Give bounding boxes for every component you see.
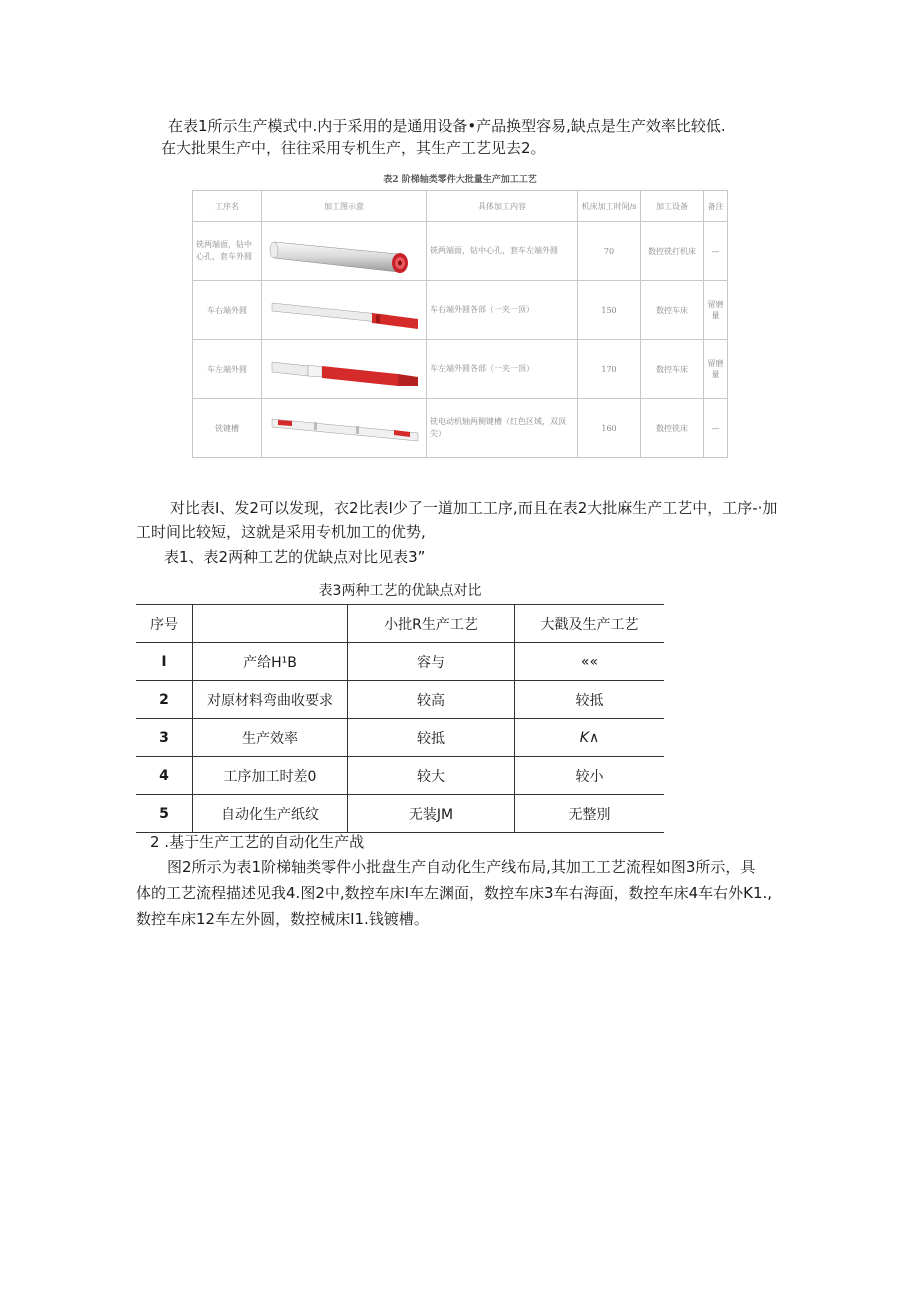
table3-caption: 表3两种工艺的优缺点对比	[318, 583, 482, 599]
table2	[192, 190, 728, 458]
paragraph-4-line-1: 图2所示为表1阶梯轴类零件小批盘生产自动化生产线布局,其加工工艺流程如图3所示，具	[167, 858, 756, 876]
shaft-illustration-4	[262, 399, 427, 458]
table3-no: 3	[136, 719, 193, 757]
table3-small-batch: 无装JM	[348, 795, 515, 833]
table2-process-name: 铣两端面，钻中心孔，套车外圆	[193, 222, 262, 281]
table3-header: 序号	[136, 605, 193, 643]
table3-no: I	[136, 643, 193, 681]
table2-row	[193, 340, 728, 399]
shaft-illustration-1	[262, 222, 427, 281]
table3-no: 4	[136, 757, 193, 795]
table2-time: 160	[578, 399, 641, 458]
table3-small-batch: 较抵	[348, 719, 515, 757]
table3	[136, 604, 664, 833]
table2-time: 70	[578, 222, 641, 281]
table3-large-batch: 无整別	[515, 795, 665, 833]
paragraph-4-line-2: 体的工艺流程描述见我4.图2中,数控车床I车左渊面，数控车床3车右海面，数控车床4车右外K1.,	[136, 884, 773, 902]
shaft-image	[268, 344, 420, 394]
paragraph-3-line-1: 表1、表2两种工艺的优缺点对比见表3”	[164, 548, 426, 566]
table3-item: 生产效率	[193, 719, 348, 757]
table2-header: 工序名	[193, 191, 262, 222]
table3-header-row	[136, 605, 664, 643]
table2-content: 车左端外圆各部（一夹一顶）	[427, 340, 578, 399]
table2-note: 留磨量	[704, 340, 728, 399]
table2-process-name: 车左端外圆	[193, 340, 262, 399]
table2-content: 车右端外圆各部（一夹一顶）	[427, 281, 578, 340]
table3-header	[193, 605, 348, 643]
table3-row	[136, 757, 664, 795]
shaft-image	[268, 285, 420, 335]
table3-no: 2	[136, 681, 193, 719]
table2-header: 具体加工内容	[427, 191, 578, 222]
table2-header: 机床加工时间/s	[578, 191, 641, 222]
table2-figure	[192, 168, 728, 486]
shaft-illustration-3	[262, 340, 427, 399]
table3-item: 产给H¹B	[193, 643, 348, 681]
table3-header: 大戳及生产工艺	[515, 605, 665, 643]
table3-item: 工序加工时差0	[193, 757, 348, 795]
paragraph-1-line-2: 在大批果生产中，往往采用专机生产，其生产工艺见去2。	[161, 139, 546, 157]
table2-process-name: 车右端外圆	[193, 281, 262, 340]
table2-header: 加工设备	[641, 191, 704, 222]
table2-row	[193, 222, 728, 281]
table2-note: —	[704, 399, 728, 458]
table2-equipment: 数控车床	[641, 281, 704, 340]
paragraph-1-line-1: 在表1所示生产模式中.内于采用的是通用设备•产品换型容易,缺点是生产效率比较低.	[168, 117, 726, 135]
table2-time: 170	[578, 340, 641, 399]
table3-small-batch: 容与	[348, 643, 515, 681]
paragraph-2-line-2: 工时间比较短，这就是采用专机加工的优势,	[136, 523, 426, 541]
table2-note: —	[704, 222, 728, 281]
paragraph-2-line-1: 对比表I、发2可以发现，衣2比表I少了一道加工工序,而且在表2大批麻生产工艺中，工序-·加	[170, 499, 778, 517]
table2-equipment: 数控铣打机床	[641, 222, 704, 281]
table2-content: 铣电动机轴两侧键槽（红色区域，双顶尖）	[427, 399, 578, 458]
table3-large-batch: ««	[515, 643, 665, 681]
table3-row	[136, 719, 664, 757]
shaft-image	[268, 224, 420, 278]
table2-header: 备注	[704, 191, 728, 222]
table2-time: 150	[578, 281, 641, 340]
table2-equipment: 数控铣床	[641, 399, 704, 458]
table2-equipment: 数控车床	[641, 340, 704, 399]
table3-no: 5	[136, 795, 193, 833]
table3-header: 小批R生产工艺	[348, 605, 515, 643]
shaft-image	[268, 403, 420, 453]
table3-large-batch: 较抵	[515, 681, 665, 719]
table2-row	[193, 399, 728, 458]
section-heading: 2 .基于生产工艺的自动化生产战	[150, 833, 365, 851]
table3-large-batch: K∧	[515, 719, 665, 757]
table3-row	[136, 681, 664, 719]
paragraph-4-line-3: 数控车床12车左外圆，数控械床I1.钱镀槽。	[136, 910, 429, 928]
table3-row	[136, 795, 664, 833]
table3-small-batch: 较大	[348, 757, 515, 795]
shaft-illustration-2	[262, 281, 427, 340]
table3-item: 自动化生产纸纹	[193, 795, 348, 833]
table3-small-batch: 较高	[348, 681, 515, 719]
table2-process-name: 铣键槽	[193, 399, 262, 458]
table3-item: 对原材料弯曲收要求	[193, 681, 348, 719]
table2-caption: 表2 阶梯轴类零件大批量生产加工工艺	[383, 175, 537, 185]
table2-header: 加工图示意	[262, 191, 427, 222]
table2-note: 留磨量	[704, 281, 728, 340]
table2-header-row	[193, 191, 728, 222]
table2-row	[193, 281, 728, 340]
table3-row	[136, 643, 664, 681]
table3-large-batch: 较小	[515, 757, 665, 795]
table2-content: 铣两端面，钻中心孔，套车左端外圆	[427, 222, 578, 281]
